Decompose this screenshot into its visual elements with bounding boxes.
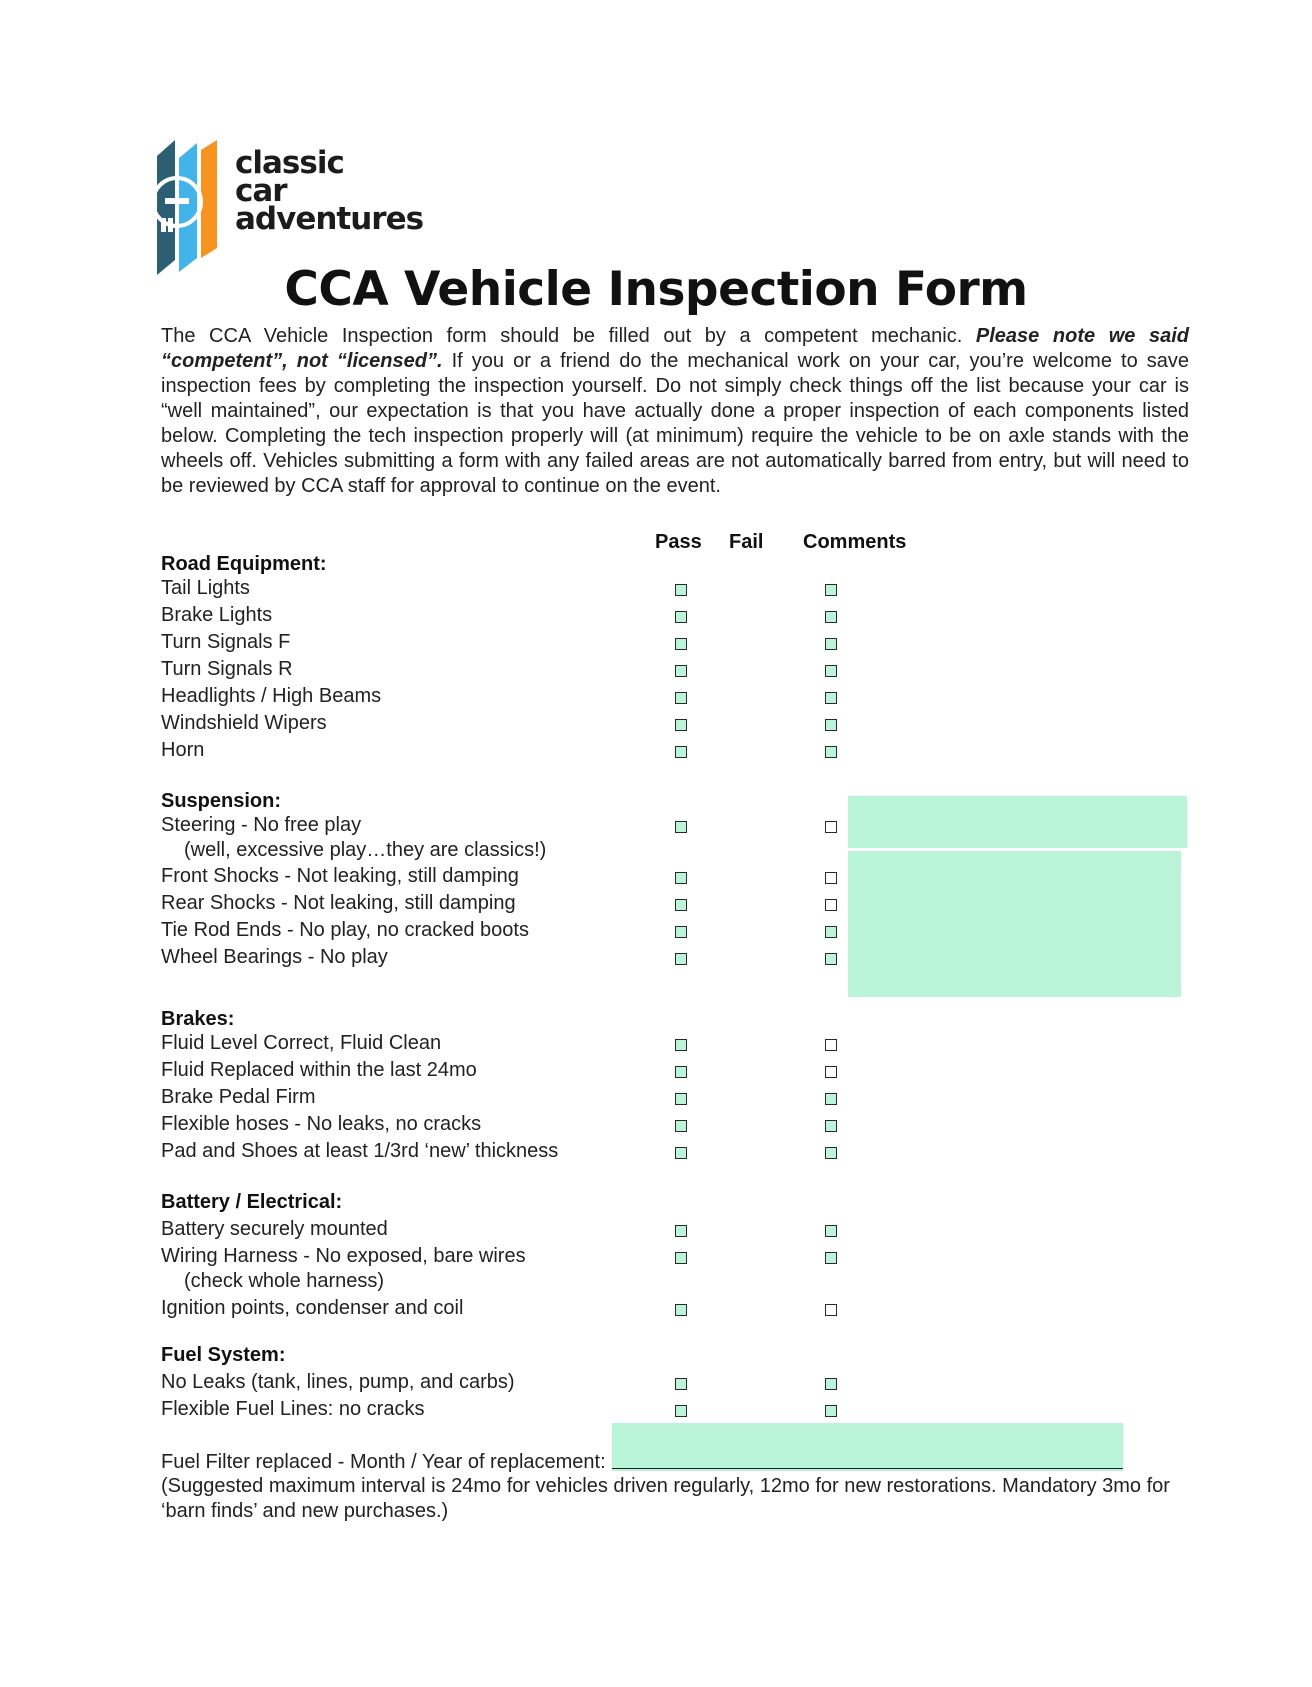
steering-wheel-logo-icon	[155, 140, 221, 275]
logo-text-line-2: car	[235, 173, 287, 209]
intro-text-1: The CCA Vehicle Inspection form should be filled out by a competent mechanic.	[161, 325, 976, 347]
fail-checkbox[interactable]	[825, 926, 837, 938]
pass-checkbox[interactable]	[675, 1304, 687, 1316]
pass-checkbox[interactable]	[675, 1147, 687, 1159]
pass-checkbox[interactable]	[675, 665, 687, 677]
fuel-filter-label: Fuel Filter replaced - Month / Year of replacement:	[161, 1451, 606, 1473]
fail-checkbox[interactable]	[825, 899, 837, 911]
fail-checkbox[interactable]	[825, 1120, 837, 1132]
inspection-item-label: Windshield Wipers	[161, 712, 327, 734]
fail-checkbox[interactable]	[825, 1252, 837, 1264]
intro-emphasis: Please note we said “competent”, not “licensed”.	[161, 325, 1189, 372]
inspection-item-label: Steering - No free play	[161, 814, 362, 836]
inspection-item-label: Turn Signals R	[161, 658, 293, 680]
page-title: CCA Vehicle Inspection Form	[284, 262, 1028, 317]
pass-checkbox[interactable]	[675, 926, 687, 938]
section-heading: Battery / Electrical:	[161, 1191, 343, 1213]
fuel-filter-date-field[interactable]	[612, 1423, 1123, 1471]
inspection-item-label: Wiring Harness - No exposed, bare wires	[161, 1245, 526, 1267]
fail-checkbox[interactable]	[825, 719, 837, 731]
fail-checkbox[interactable]	[825, 872, 837, 884]
inspection-item-label: Tail Lights	[161, 577, 250, 599]
fail-checkbox[interactable]	[825, 1304, 837, 1316]
fail-checkbox[interactable]	[825, 638, 837, 650]
inspection-item-label: Fluid Replaced within the last 24mo	[161, 1059, 477, 1081]
fail-checkbox[interactable]	[825, 1039, 837, 1051]
pass-checkbox[interactable]	[675, 1405, 687, 1417]
inspection-item-label: Front Shocks - Not leaking, still damping	[161, 865, 519, 887]
pass-checkbox[interactable]	[675, 1093, 687, 1105]
company-logo	[155, 140, 435, 275]
pass-checkbox[interactable]	[675, 1252, 687, 1264]
inspection-item-label: Horn	[161, 739, 205, 761]
inspection-item-label: No Leaks (tank, lines, pump, and carbs)	[161, 1371, 515, 1393]
fail-checkbox[interactable]	[825, 611, 837, 623]
fuel-filter-footnote: (Suggested maximum interval is 24mo for vehicles driven regularly, 12mo for new restorations. Mandatory 3mo for ‘barn finds’ and new purchases.)	[161, 1475, 1170, 1522]
section-heading: Road Equipment:	[161, 553, 327, 575]
fail-checkbox[interactable]	[825, 821, 837, 833]
comments-column-header: Comments	[803, 531, 907, 553]
inspection-item-label: Flexible Fuel Lines: no cracks	[161, 1398, 425, 1420]
logo-text-line-3: adventures	[235, 201, 424, 237]
inspection-item-label: Rear Shocks - Not leaking, still damping	[161, 892, 516, 914]
inspection-item-label: Headlights / High Beams	[161, 685, 382, 707]
fail-checkbox[interactable]	[825, 1225, 837, 1237]
steering-comment-field[interactable]	[848, 796, 1187, 848]
pass-checkbox[interactable]	[675, 872, 687, 884]
fuel-filter-underline	[612, 1468, 1123, 1469]
fail-checkbox[interactable]	[825, 1405, 837, 1417]
pass-checkbox[interactable]	[675, 584, 687, 596]
inspection-item-label: Tie Rod Ends - No play, no cracked boots	[161, 919, 529, 941]
pass-checkbox[interactable]	[675, 1039, 687, 1051]
fail-column-header: Fail	[729, 531, 764, 553]
pass-checkbox[interactable]	[675, 953, 687, 965]
inspection-item-label: Fluid Level Correct, Fluid Clean	[161, 1032, 442, 1054]
section-heading: Brakes:	[161, 1008, 235, 1030]
fail-checkbox[interactable]	[825, 1147, 837, 1159]
pass-checkbox[interactable]	[675, 1225, 687, 1237]
inspection-item-label: Wheel Bearings - No play	[161, 946, 388, 968]
pass-column-header: Pass	[655, 531, 702, 553]
pass-checkbox[interactable]	[675, 638, 687, 650]
fail-checkbox[interactable]	[825, 1066, 837, 1078]
pass-checkbox[interactable]	[675, 746, 687, 758]
intro-paragraph	[161, 324, 1189, 499]
logo-text-line-1: classic	[235, 145, 344, 181]
pass-checkbox[interactable]	[675, 821, 687, 833]
pass-checkbox[interactable]	[675, 899, 687, 911]
inspection-item-label: Brake Pedal Firm	[161, 1086, 316, 1108]
section-heading: Fuel System:	[161, 1344, 286, 1366]
inspection-item-label: Pad and Shoes at least 1/3rd ‘new’ thickness	[161, 1140, 559, 1162]
inspection-item-label: Ignition points, condenser and coil	[161, 1297, 464, 1319]
fail-checkbox[interactable]	[825, 1093, 837, 1105]
pass-checkbox[interactable]	[675, 692, 687, 704]
pass-checkbox[interactable]	[675, 1378, 687, 1390]
fail-checkbox[interactable]	[825, 665, 837, 677]
fail-checkbox[interactable]	[825, 584, 837, 596]
inspection-item-label: Turn Signals F	[161, 631, 291, 653]
fail-checkbox[interactable]	[825, 692, 837, 704]
intro-text-2: If you or a friend do the mechanical work on your car, you’re welcome to save inspection fees by completing the inspection yourself. Do not simply check things off the list because your car is “well maintained”, our expectation is that you have actually done a proper inspection of each components listed below. Completing the tech inspection properly will (at minimum) require the vehicle to be on axle stands with the wheels off. Vehicles submitting a form with any failed areas are not automatically barred from entry, but will need to be reviewed by CCA staff for approval to continue on the event.	[161, 350, 1190, 497]
inspection-item-note: (check whole harness)	[184, 1270, 385, 1292]
inspection-item-label: Battery securely mounted	[161, 1218, 388, 1240]
fail-checkbox[interactable]	[825, 746, 837, 758]
section-heading: Suspension:	[161, 790, 282, 812]
inspection-item-label: Brake Lights	[161, 604, 273, 626]
fail-checkbox[interactable]	[825, 953, 837, 965]
pass-checkbox[interactable]	[675, 1120, 687, 1132]
fail-checkbox[interactable]	[825, 1378, 837, 1390]
inspection-item-label: Flexible hoses - No leaks, no cracks	[161, 1113, 482, 1135]
pass-checkbox[interactable]	[675, 1066, 687, 1078]
pass-checkbox[interactable]	[675, 611, 687, 623]
pass-checkbox[interactable]	[675, 719, 687, 731]
inspection-item-note: (well, excessive play…they are classics!)	[184, 839, 547, 861]
suspension-comment-field[interactable]	[848, 851, 1181, 997]
